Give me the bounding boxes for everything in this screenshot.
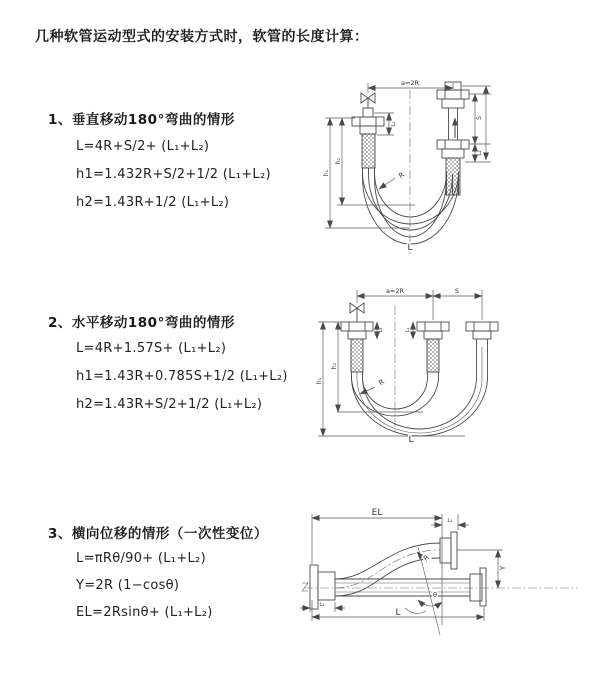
dim-el [312, 508, 442, 625]
section-3-heading: 3、横向位移的情形（一次性变位） [48, 526, 268, 542]
formula-line: h1=1.43R+0.785S+1/2 (L₁+L₂) [76, 369, 288, 384]
dim-label-y: Y [499, 565, 507, 571]
formula-line: L=πRθ/90+ (L₁+L₂) [76, 551, 206, 566]
dim-label-l1: L₁ [378, 327, 384, 333]
dim-label-l1: L₁ [391, 121, 397, 127]
valve-icon [361, 93, 375, 108]
dim-label-l-total: L [395, 608, 401, 618]
formula-line: h1=1.432R+S/2+1/2 (L₁+L₂) [76, 167, 271, 182]
dim-label-r: R [397, 170, 406, 181]
dim-label-l2: L₂ [477, 150, 483, 156]
left-hose-end [352, 108, 384, 168]
formula-line: L=4R+S/2+ (L₁+L₂) [76, 139, 210, 154]
diagram-lateral-displacement [300, 505, 600, 665]
dim-label-r: R [377, 377, 386, 388]
right-hose-end-displaced [466, 322, 498, 347]
dim-l2 [462, 86, 491, 162]
radius-leader [379, 171, 406, 189]
middle-hose-end [417, 322, 449, 372]
formula-line: h2=1.43R+1/2 (L₁+L₂) [76, 195, 230, 210]
dim-label-r: R [422, 553, 431, 563]
dim-l1-bottom [300, 602, 345, 612]
dim-label-h1: h₁ [323, 169, 330, 177]
dim-label-l-total: L [407, 243, 413, 253]
dim-l1-top [431, 514, 469, 530]
valve-icon [350, 303, 364, 322]
braided-hose-section [351, 339, 363, 372]
dim-label-h2: h₂ [331, 362, 338, 370]
dim-s [433, 287, 482, 296]
dim-label-l2: L₂ [405, 327, 411, 333]
dim-label-h2: h₂ [335, 157, 342, 165]
dim-l1 [374, 113, 397, 135]
formula-line: Y=2R (1−cosθ) [76, 578, 180, 593]
dim-l-total [312, 600, 484, 621]
dim-h1 [316, 322, 465, 436]
formula-line: L=4R+1.57S+ (L₁+L₂) [76, 341, 227, 356]
diagram-horizontal-180-bend [315, 282, 600, 457]
section-2-heading: 2、水平移动180°弯曲的情形 [48, 315, 235, 331]
weld-symbol [302, 583, 308, 591]
formula-line: h2=1.43R+S/2+1/2 (L₁+L₂) [76, 397, 263, 412]
dim-label-h1: h₁ [316, 377, 323, 385]
dim-label-l1-top: L₁ [447, 518, 453, 524]
u-hose-curves [363, 168, 459, 244]
dim-a2r [368, 79, 453, 93]
section-1-heading: 1、垂直移动180°弯曲的情形 [48, 112, 235, 128]
dim-label-l1-bottom: L₁ [319, 602, 325, 608]
straight-hose-original [335, 579, 470, 596]
page-title: 几种软管运动型式的安装方式时，软管的长度计算： [35, 29, 369, 45]
braided-hose-section [362, 134, 375, 168]
dim-label-s: S [476, 116, 483, 120]
right-hose-end [437, 82, 469, 195]
dim-label-theta: θ [433, 591, 437, 599]
u-hose-curves [352, 347, 488, 436]
dim-label-a2r: a=2R [400, 79, 420, 87]
dim-label-l-total: L [408, 435, 414, 445]
upper-hose-end-displaced [440, 532, 457, 569]
dim-label-s: S [454, 287, 460, 295]
radius-leader [417, 552, 431, 563]
right-hose-end-original [470, 568, 486, 606]
dim-a2r [357, 287, 482, 320]
diagram-vertical-180-bend [315, 72, 590, 272]
braided-hose-section [427, 339, 439, 372]
dim-label-el: EL [371, 508, 383, 518]
angle-theta [405, 547, 442, 635]
dim-label-a2r: a=2R [385, 287, 405, 295]
left-hose-end [341, 322, 373, 372]
dim-l1 [377, 322, 384, 339]
dim-s [469, 94, 491, 144]
dim-l2 [405, 322, 413, 339]
formula-line: EL=2Rsinθ+ (L₁+L₂) [76, 605, 213, 620]
